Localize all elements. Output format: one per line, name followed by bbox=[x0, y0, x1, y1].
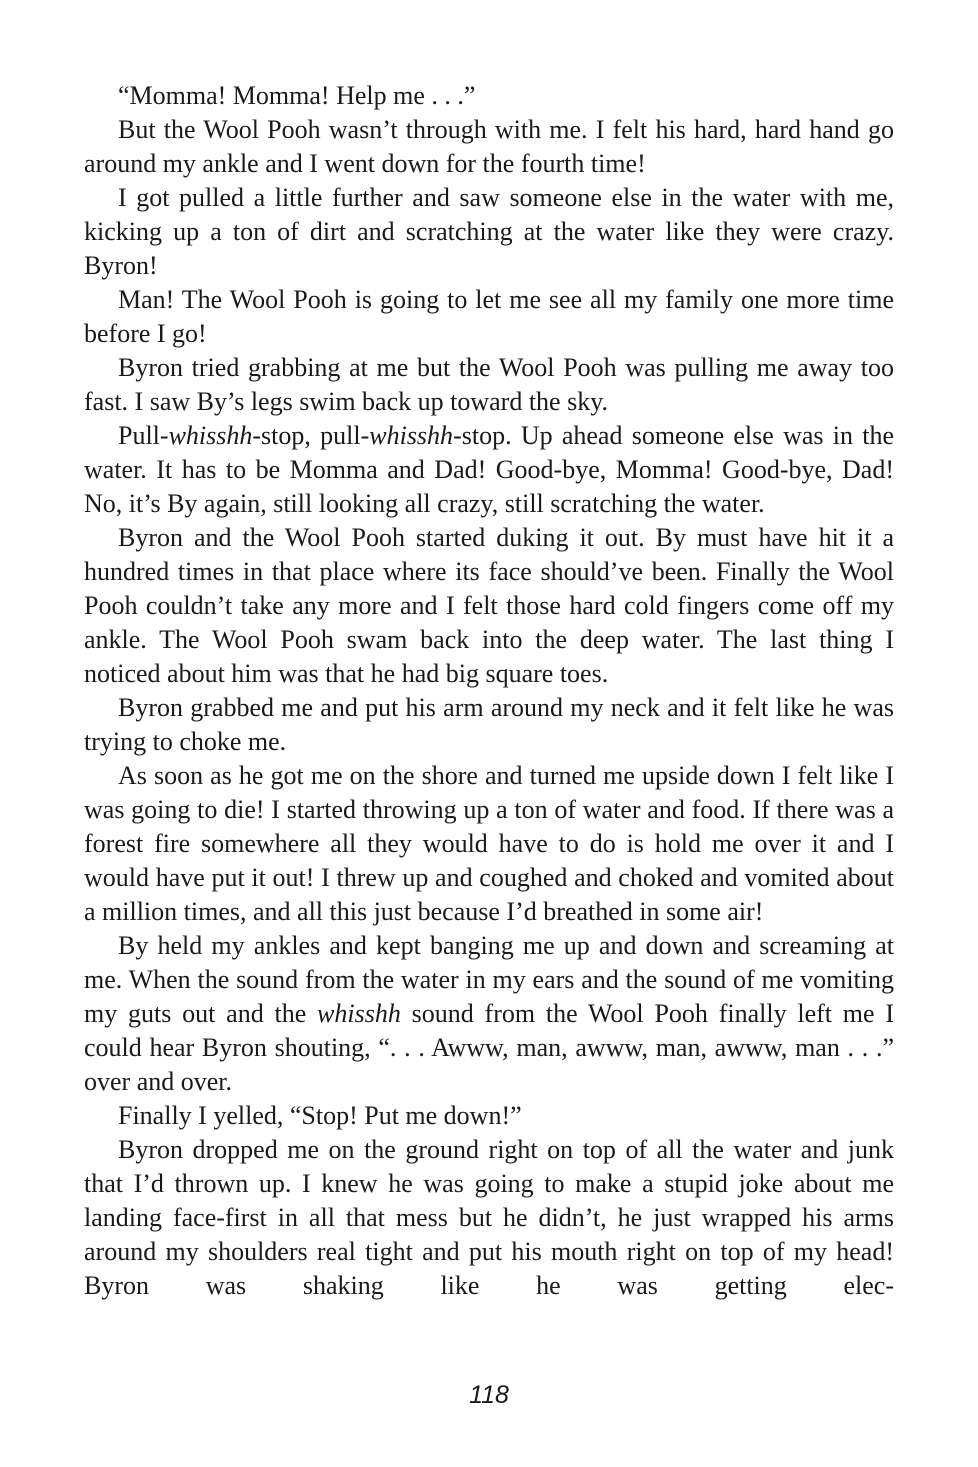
paragraph-text: By held my ankles and kept banging me up and down and screaming at me. When the sound from the water in my ears and the sound of me vomiting my guts out and the bbox=[84, 931, 894, 1028]
paragraph: Byron grabbed me and put his arm around my neck and it felt like he was trying to choke me. bbox=[84, 693, 894, 756]
paragraph: Byron and the Wool Pooh started duking it out. By must have hit it a hundred times in that place where its face should’ve been. Finally the Wool Pooh couldn’t take any more and I felt those hard cold fingers come off my ankle. The Wool Pooh swam back into the deep water. The last thing I noticed about him was that he had big square toes. bbox=[84, 523, 894, 688]
paragraph: Finally I yelled, “Stop! Put me down!” bbox=[118, 1101, 522, 1130]
paragraph: Byron dropped me on the ground right on top of all the water and junk that I’d thrown up. I knew he was going to make a stupid joke about me landing face-first in all that mess but he didn’t, he just wrapped his arms around my shoulders real tight and put his mouth right on top of my head! Byron was shaking like he was getting elec- bbox=[84, 1135, 894, 1300]
paragraph: But the Wool Pooh wasn’t through with me. I felt his hard, hard hand go around my ankle and I went down for the fourth time! bbox=[84, 115, 894, 178]
page-body bbox=[84, 79, 894, 1303]
paragraph: Byron tried grabbing at me but the Wool Pooh was pulling me away too fast. I saw By’s legs swim back up toward the sky. bbox=[84, 353, 894, 416]
paragraph: Man! The Wool Pooh is going to let me see all my family one more time before I go! bbox=[84, 285, 894, 348]
italic-sound: whisshh bbox=[168, 421, 253, 450]
italic-sound: whisshh bbox=[317, 999, 401, 1028]
italic-sound: whisshh bbox=[369, 421, 454, 450]
paragraph-text: -stop. Up ahead someone else was in the water. It has to be Momma and Dad! Good-bye, Momma! Good-bye, Dad! No, it’s By again, still looking all crazy, still scratching the water. bbox=[84, 421, 894, 518]
paragraph-text: sound from the Wool Pooh finally left me I could hear Byron shouting, “. . . Awww, man, awww, man, awww, man . . .” over and over. bbox=[84, 999, 895, 1096]
paragraph-text: -stop, pull- bbox=[252, 421, 370, 450]
paragraph bbox=[84, 419, 894, 521]
paragraph: “Momma! Momma! Help me . . .” bbox=[118, 81, 476, 110]
paragraph bbox=[84, 929, 894, 1099]
paragraph: I got pulled a little further and saw someone else in the water with me, kicking up a ton of dirt and scratching at the water like they were crazy. Byron! bbox=[84, 183, 894, 280]
page-number: 118 bbox=[469, 1381, 509, 1409]
paragraph: As soon as he got me on the shore and turned me upside down I felt like I was going to die! I started throwing up a ton of water and food. If there was a forest fire somewhere all they would have to do is hold me over it and I would have put it out! I threw up and coughed and choked and vomited about a million times, and all this just because I’d breathed in some air! bbox=[84, 761, 894, 926]
paragraph-text: Pull- bbox=[118, 421, 169, 450]
